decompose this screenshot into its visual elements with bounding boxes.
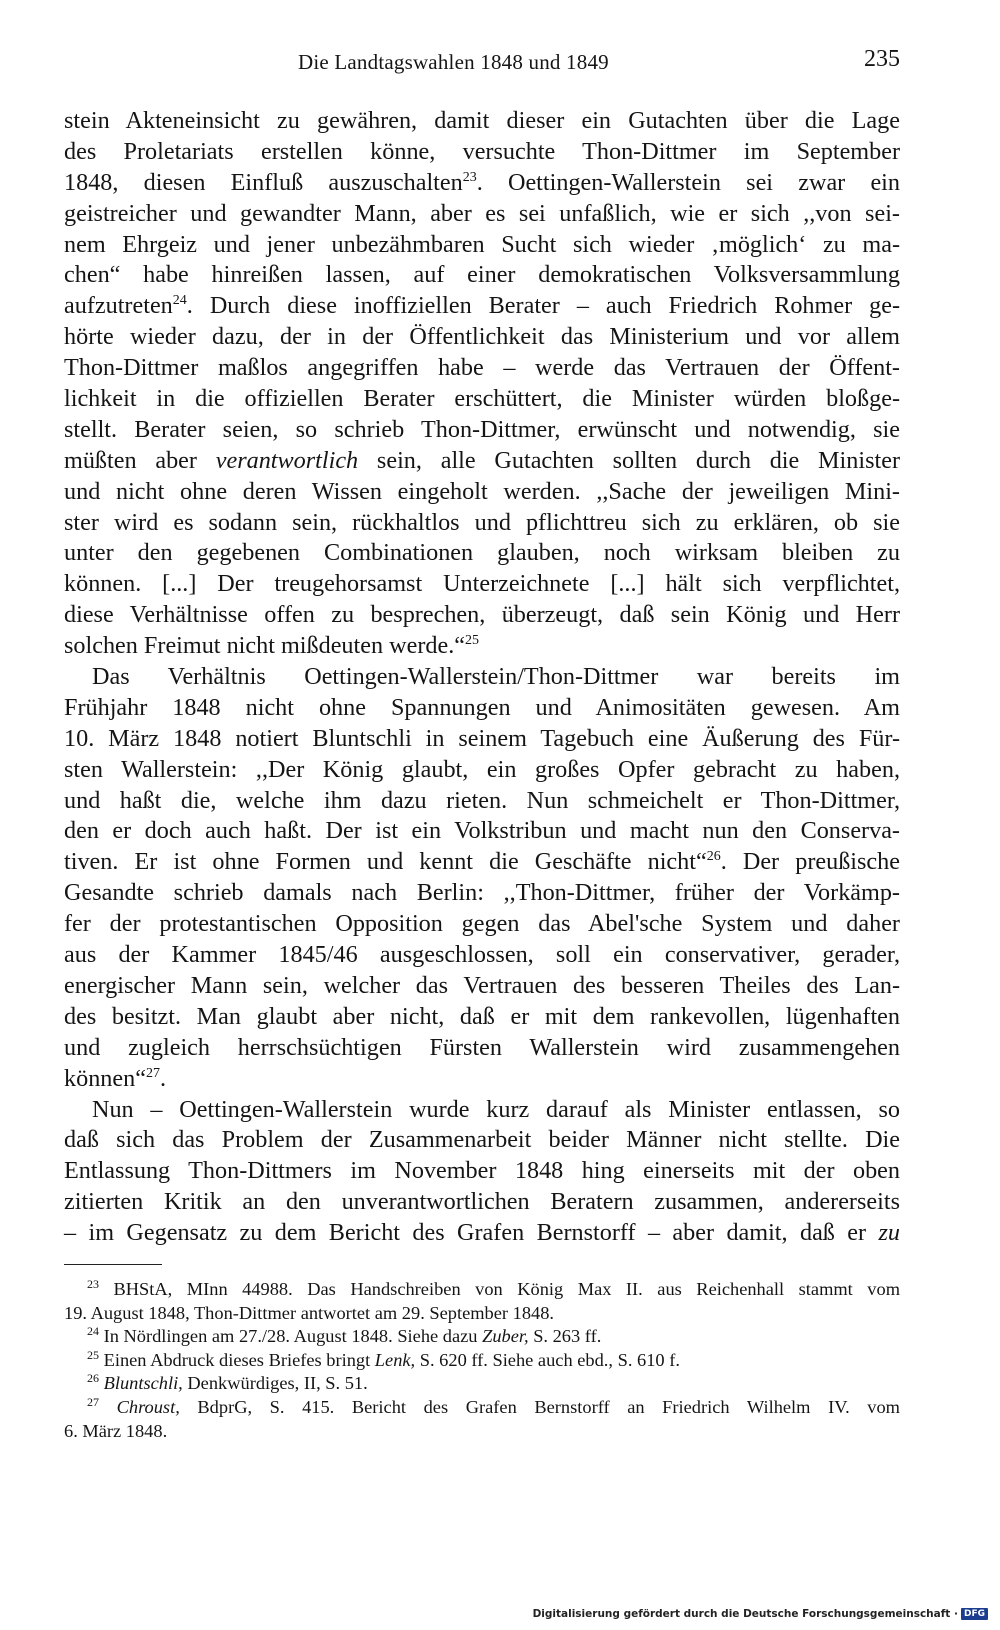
running-title: Die Landtagswahlen 1848 und 1849 — [298, 50, 609, 74]
text-line: 1848, diesen Einfluß auszuschalten$^{23}$. Oettingen-Wallerstein sei zwar ein — [64, 168, 900, 196]
footnote-23-continued: 19. August 1848, Thon-Dittmer antwortet am 29. September 1848. — [64, 1302, 555, 1323]
text-line: aus der Kammer 1845/46 ausgeschlossen, soll ein conservativer, gerader, — [64, 941, 900, 969]
text-line: nem Ehrgeiz und jener unbezähmbaren Sucht sich wieder ‚möglich‘ zu ma- — [64, 230, 900, 258]
text-line: stein Akteneinsicht zu gewähren, damit dieser ein Gutachten über die Lage — [64, 107, 900, 134]
digitization-credit — [533, 1608, 988, 1620]
text-line: daß sich das Problem der Zusammenarbeit beider Männer nicht stellte. Die — [64, 1126, 900, 1154]
text-line: aufzutreten$^{24}$. Durch diese inoffiziellen Berater – auch Friedrich Rohmer ge- — [64, 292, 900, 320]
footnote-27: $^{27}$ Chroust, BdprG, S. 415. Bericht des Grafen Bernstorff an Friedrich Wilhelm IV. vom — [87, 1394, 900, 1417]
text-line: Gesandte schrieb damals nach Berlin: ,,Thon-Dittmer, früher der Vorkämp- — [64, 879, 900, 907]
text-line: lichkeit in die offiziellen Berater erschüttert, die Minister würden bloßge- — [64, 385, 900, 413]
main-text — [64, 106, 900, 1249]
text-line: geistreicher und gewandter Mann, aber es sei unfaßlich, wie er sich ,,von sei- — [64, 199, 900, 227]
text-line: – im Gegensatz zu dem Bericht des Grafen Bernstorff – aber damit, daß er zu — [64, 1219, 900, 1247]
text-line: unter den gegebenen Combinationen glauben, noch wirksam bleiben zu — [64, 539, 900, 567]
text-line: chen“ habe hinreißen lassen, auf einer demokratischen Volksversammlung — [64, 261, 900, 289]
text-line: Das Verhältnis Oettingen-Wallerstein/Thon-Dittmer war bereits im — [92, 663, 900, 691]
text-line: können“$^{27}$. — [64, 1064, 166, 1092]
footnote-27-continued: 6. März 1848. — [64, 1420, 168, 1441]
footnote-26: $^{26}$ Bluntschli, Denkwürdiges, II, S. 51. — [87, 1371, 368, 1394]
text-line: Thon-Dittmer maßlos angegriffen habe – werde das Vertrauen der Öffent- — [64, 354, 900, 382]
text-line: diese Verhältnisse offen zu besprechen, überzeugt, daß sein König und Herr — [64, 601, 900, 629]
text-line: und haßt die, welche ihm dazu rieten. Nun schmeichelt er Thon-Dittmer, — [64, 786, 900, 814]
text-line: des Proletariats erstellen könne, versuchte Thon-Dittmer im September — [64, 137, 900, 165]
text-line: stellt. Berater seien, so schrieb Thon-Dittmer, erwünscht und notwendig, sie — [64, 415, 900, 443]
text-line: den er doch auch haßt. Der ist ein Volkstribun und macht nun den Conserva- — [64, 817, 900, 845]
dfg-logo-icon: DFG — [961, 1608, 988, 1620]
text-line: Frühjahr 1848 nicht ohne Spannungen und Animositäten gewesen. Am — [64, 693, 900, 721]
text-line: können. [...] Der treugehorsamst Unterzeichnete [...] hält sich verpflichtet, — [64, 570, 900, 598]
page-number: 235 — [864, 46, 900, 72]
text-line: Entlassung Thon-Dittmers im November 1848 hing einerseits mit der oben — [64, 1157, 900, 1185]
footnote-23: $^{23}$ BHStA, MInn 44988. Das Handschreiben von König Max II. aus Reichenhall stammt vom — [87, 1277, 900, 1299]
text-line: fer der protestantischen Opposition gegen das Abel'sche System und daher — [64, 910, 900, 938]
text-line: zitierten Kritik an den unverantwortlichen Beratern zusammen, andererseits — [64, 1188, 900, 1216]
footnote-24: $^{24}$ In Nördlingen am 27./28. August 1848. Siehe dazu Zuber, S. 263 ff. — [87, 1324, 602, 1347]
text-line: tiven. Er ist ohne Formen und kennt die Geschäfte nicht“$^{26}$. Der preußische — [64, 848, 900, 876]
text-line: Nun – Oettingen-Wallerstein wurde kurz darauf als Minister entlassen, so — [92, 1095, 900, 1123]
text-line: und zugleich herrschsüchtigen Fürsten Wallerstein wird zusammengehen — [64, 1033, 900, 1061]
text-line: des besitzt. Man glaubt aber nicht, daß er mit dem rankevollen, lügenhaften — [64, 1002, 900, 1030]
text-line: energischer Mann sein, welcher das Vertrauen des besseren Theiles des Lan- — [64, 971, 900, 999]
footnote-25: $^{25}$ Einen Abdruck dieses Briefes bringt Lenk, S. 620 ff. Siehe auch ebd., S. 610 f. — [87, 1347, 680, 1370]
footnotes — [64, 1278, 900, 1443]
footnote-divider — [64, 1264, 162, 1265]
text-line: 10. März 1848 notiert Bluntschli in seinem Tagebuch eine Äußerung des Für- — [64, 724, 900, 752]
text-line: solchen Freimut nicht mißdeuten werde.“$^{25}$ — [64, 632, 479, 660]
text-line: ster wird es sodann sein, rückhaltlos und pflichttreu sich zu erklären, ob sie — [64, 508, 900, 536]
text-line: hörte wieder dazu, der in der Öffentlichkeit das Ministerium und vor allem — [64, 323, 900, 351]
credit-text: Digitalisierung gefördert durch die Deutsche Forschungsgemeinschaft · — [532, 1608, 958, 1620]
text-line: sten Wallerstein: ,,Der König glaubt, ein großes Opfer gebracht zu haben, — [64, 755, 900, 783]
text-line: und nicht ohne deren Wissen eingeholt werden. ,,Sache der jeweiligen Mini- — [64, 477, 900, 505]
page-header — [64, 46, 900, 80]
text-line: müßten aber verantwortlich sein, alle Gutachten sollten durch die Minister — [64, 446, 900, 474]
